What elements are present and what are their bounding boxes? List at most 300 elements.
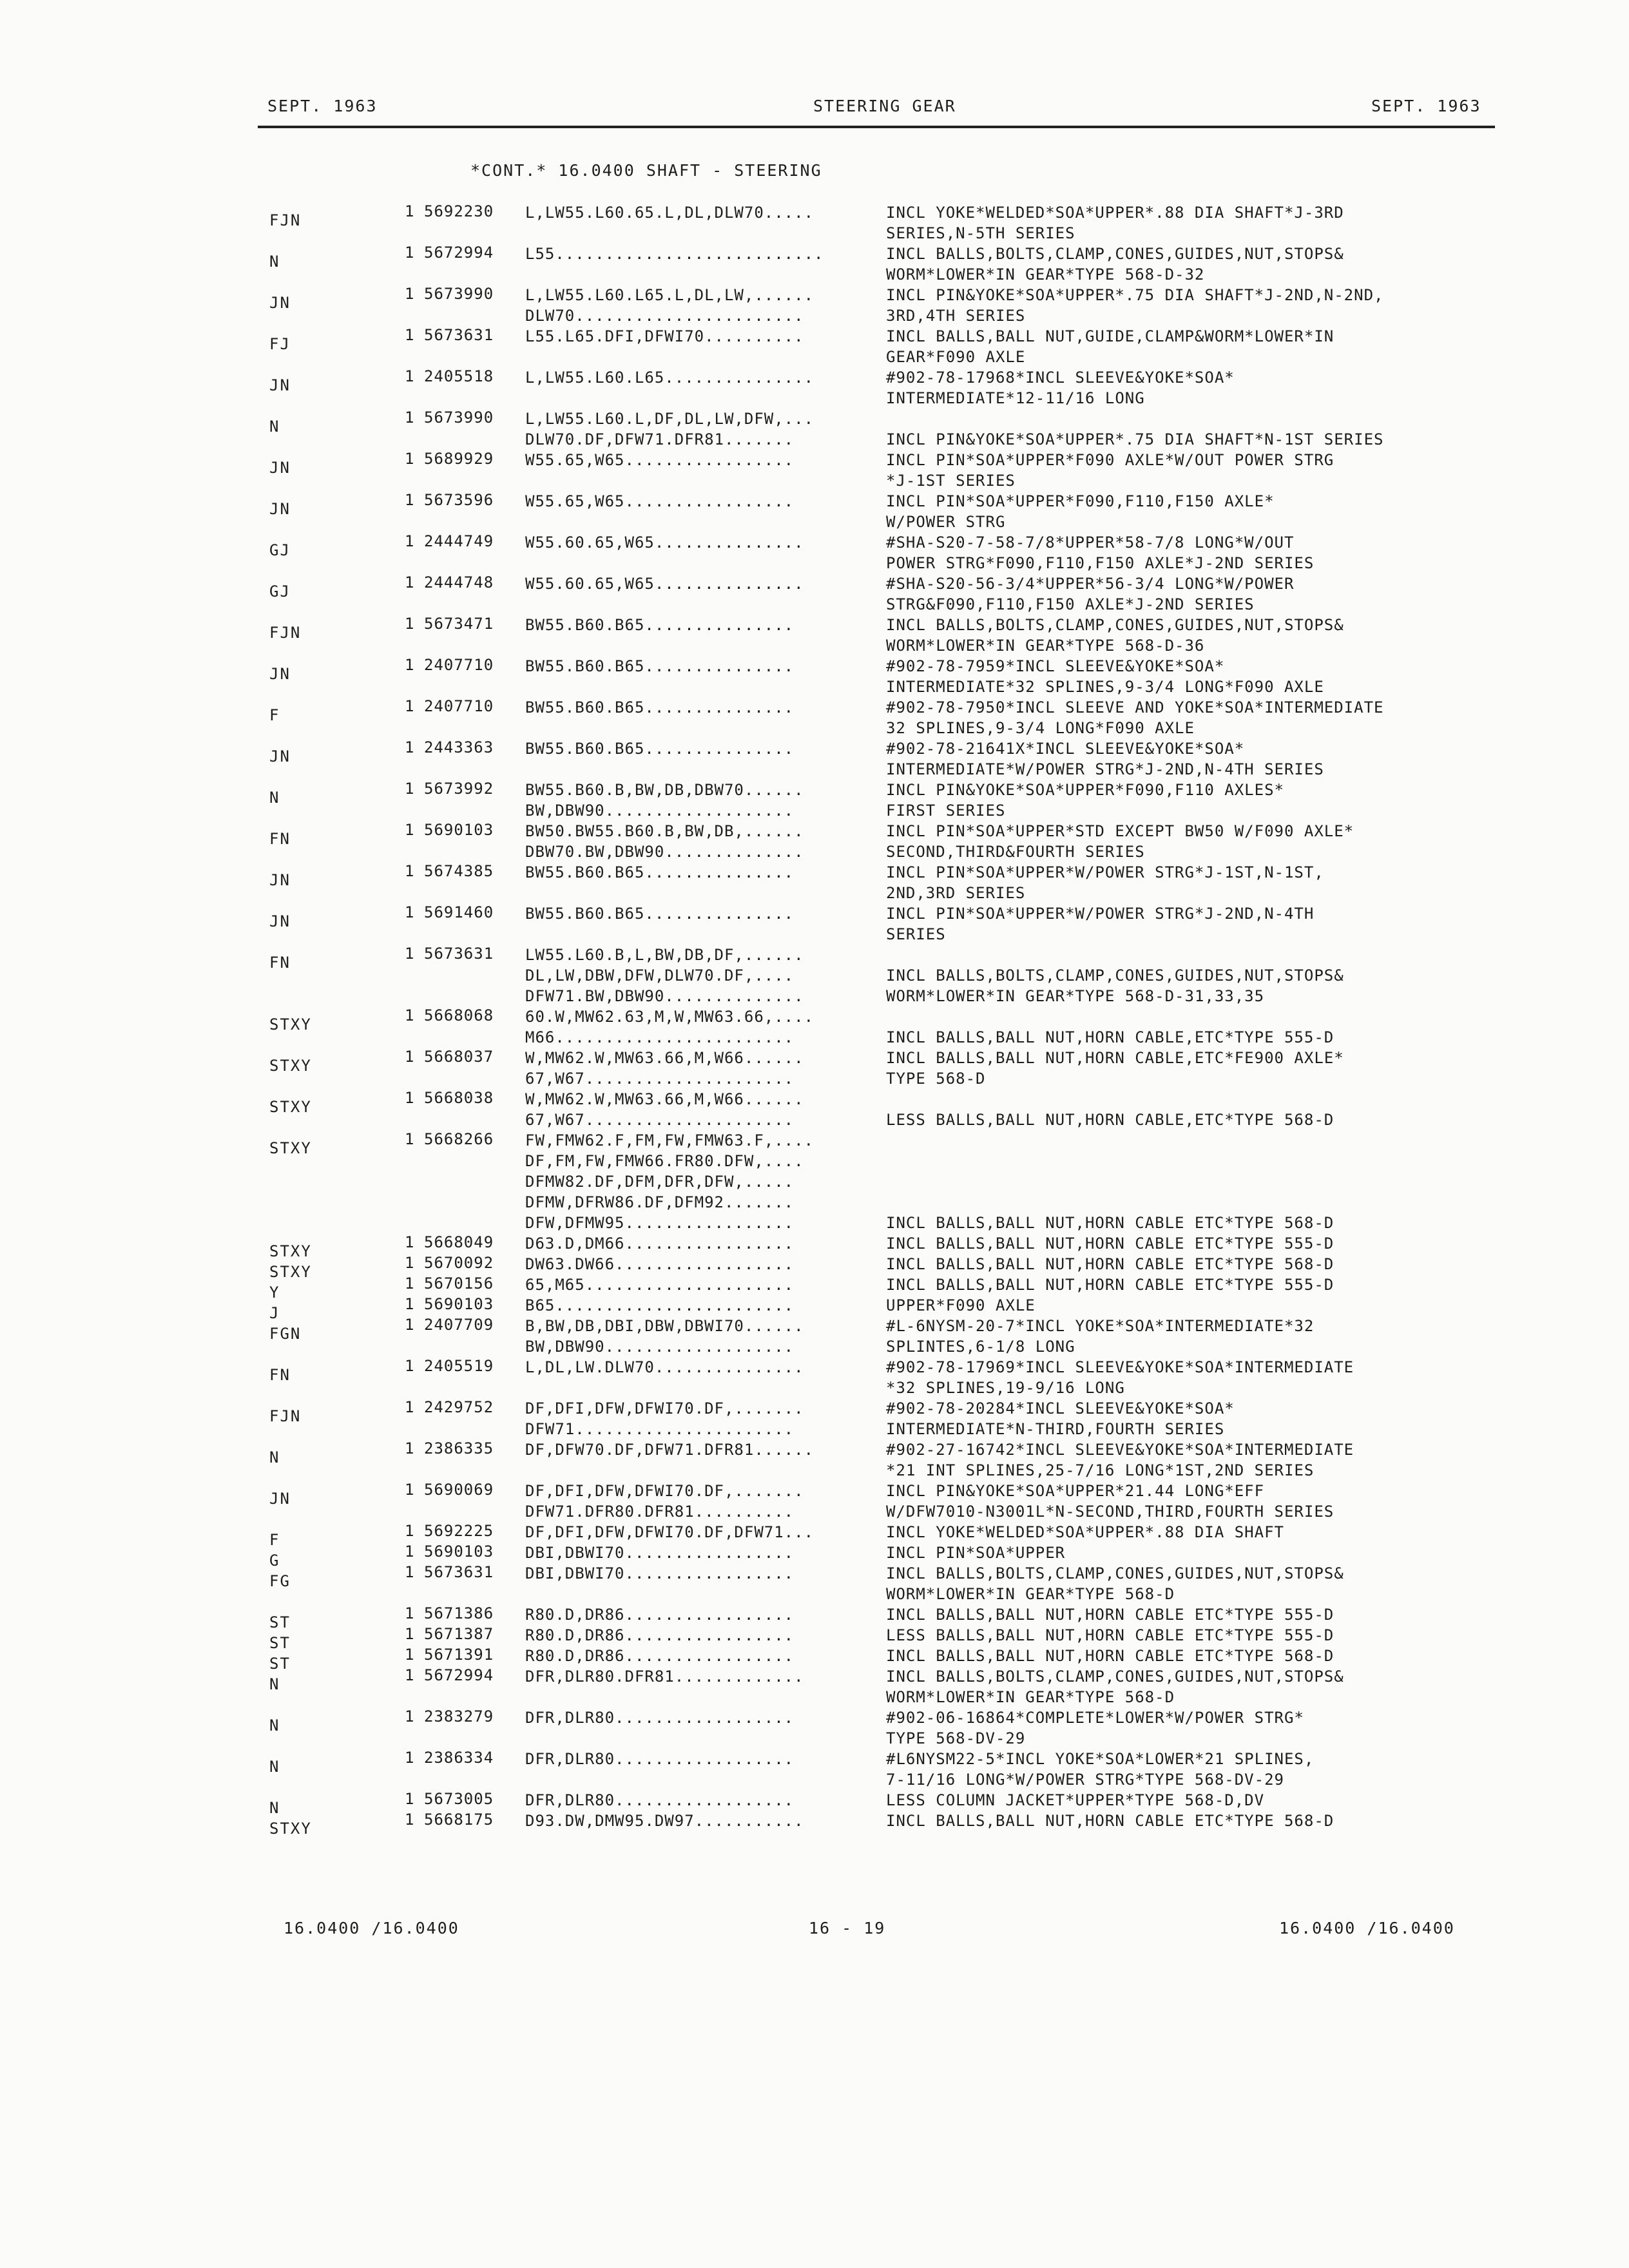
description-line: INCL BALLS,BALL NUT,HORN CABLE ETC*TYPE 555-D [886, 1276, 1335, 1294]
section-title: *CONT.* 16.0400 SHAFT - STEERING [470, 161, 822, 180]
description-line: INCL PIN&YOKE*SOA*UPPER*.75 DIA SHAFT*J-2ND,N-2ND, [886, 286, 1384, 304]
description-line: INCL BALLS,BOLTS,CLAMP,CONES,GUIDES,NUT,STOPS& [886, 966, 1344, 985]
part-number: 5672994 [424, 244, 494, 262]
description-line: WORM*LOWER*IN GEAR*TYPE 568-D-36 [886, 637, 1205, 655]
model-code: N [269, 789, 280, 807]
description-line: TYPE 568-D [886, 1070, 986, 1088]
description-line: SERIES [886, 925, 946, 943]
description-line: INCL BALLS,BALL NUT,HORN CABLE,ETC*TYPE 555-D [886, 1028, 1335, 1046]
model-line: DF,DFW70.DF,DFW71.DFR81...... [525, 1441, 815, 1459]
parts-row [0, 894, 1629, 943]
description-line: #902-78-21641X*INCL SLEEVE&YOKE*SOA* [886, 740, 1245, 758]
model-line: W55.65,W65................. [525, 451, 795, 469]
description-line [886, 1151, 1505, 1171]
description-line [886, 408, 1505, 429]
model-code: FJN [269, 1407, 302, 1425]
parts-row [0, 399, 1629, 448]
model-code: N [269, 1675, 280, 1693]
model-code: FJN [269, 211, 302, 229]
description-line: #902-27-16742*INCL SLEEVE&YOKE*SOA*INTERMEDIATE [886, 1441, 1354, 1459]
description-line [886, 1089, 1505, 1110]
quantity: 1 [405, 821, 415, 839]
model-line: L,LW55.L60.L65............... [525, 369, 815, 387]
description-line: #SHA-S20-56-3/4*UPPER*56-3/4 LONG*W/POWER [886, 575, 1295, 593]
model-code: ST [269, 1613, 291, 1631]
quantity: 1 [405, 1481, 415, 1499]
description-line: INCL BALLS,BALL NUT,HORN CABLE ETC*TYPE 555-D [886, 1606, 1335, 1624]
part-number: 5689929 [424, 450, 494, 468]
description-line: LESS BALLS,BALL NUT,HORN CABLE,ETC*TYPE 568-D [886, 1111, 1335, 1129]
part-number: 5671387 [424, 1625, 494, 1643]
model-code: JN [269, 747, 291, 765]
description-line: INTERMEDIATE*W/POWER STRG*J-2ND,N-4TH SERIES [886, 760, 1324, 778]
description-line: INCL BALLS,BALL NUT,HORN CABLE ETC*TYPE 568-D [886, 1647, 1335, 1665]
model-line: W,MW62.W,MW63.66,M,W66...... [525, 1090, 804, 1108]
part-number: 2386334 [424, 1749, 494, 1767]
model-code: FJN [269, 624, 302, 642]
quantity: 1 [405, 450, 415, 468]
description-line [886, 1130, 1505, 1151]
model-code: FGN [269, 1325, 302, 1343]
model-code: FG [269, 1572, 291, 1590]
description-line: *J-1ST SERIES [886, 472, 1016, 490]
model-line: BW55.B60.B65............... [525, 616, 795, 634]
model-line: DF,DFI,DFW,DFWI70.DF,....... [525, 1482, 804, 1500]
quantity: 1 [405, 408, 415, 427]
header-rule [258, 126, 1495, 128]
model-code: JN [269, 665, 291, 683]
quantity: 1 [405, 1274, 415, 1293]
parts-row [0, 1740, 1629, 1789]
model-line: D63.D,DM66................. [525, 1235, 795, 1253]
model-code: N [269, 253, 280, 271]
description-line: INTERMEDIATE*32 SPLINES,9-3/4 LONG*F090 AXLE [886, 678, 1324, 696]
model-line: BW55.B60.B65............... [525, 740, 795, 758]
description-line [886, 945, 1505, 965]
description-line: #902-78-17968*INCL SLEEVE&YOKE*SOA* [886, 369, 1235, 387]
model-line: DL,LW,DBW,DFW,DLW70.DF,.... [525, 966, 795, 985]
model-list [525, 1563, 873, 1584]
description-line: INCL BALLS,BOLTS,CLAMP,CONES,GUIDES,NUT,STOPS& [886, 1667, 1344, 1686]
parts-row [0, 1430, 1629, 1479]
quantity: 1 [405, 202, 415, 220]
part-number: 2443363 [424, 738, 494, 756]
description-line: 7-11/16 LONG*W/POWER STRG*TYPE 568-DV-29 [886, 1771, 1284, 1789]
footer-left: 16.0400 /16.0400 [284, 1919, 459, 1937]
quantity: 1 [405, 862, 415, 880]
model-line: W55.65,W65................. [525, 492, 795, 510]
description-line: INCL BALLS,BALL NUT,HORN CABLE ETC*TYPE 555-D [886, 1235, 1335, 1253]
parts-row [0, 1039, 1629, 1088]
description-line: SERIES,N-5TH SERIES [886, 224, 1075, 242]
part-number: 5670156 [424, 1274, 494, 1293]
model-list [525, 656, 873, 677]
quantity: 1 [405, 1048, 415, 1066]
description-line [886, 1006, 1505, 1027]
part-number: 5668266 [424, 1130, 494, 1148]
parts-row [0, 1595, 1629, 1631]
model-line: DF,DFI,DFW,DFWI70.DF,DFW71... [525, 1523, 815, 1541]
description-line: INCL BALLS,BALL NUT,HORN CABLE ETC*TYPE 568-D [886, 1214, 1335, 1232]
description-line: UPPER*F090 AXLE [886, 1296, 1036, 1314]
model-line: 67,W67..................... [525, 1111, 795, 1129]
model-line: DBI,DBWI70................. [525, 1564, 795, 1582]
description-line: SPLINTES,6-1/8 LONG [886, 1338, 1075, 1356]
model-code: JN [269, 500, 291, 518]
parts-list [0, 193, 1629, 1838]
description-line: 2ND,3RD SERIES [886, 884, 1026, 902]
model-line: DF,FM,FW,FMW66.FR80.DFW,.... [525, 1152, 804, 1170]
quantity: 1 [405, 1439, 415, 1457]
model-line: BW55.B60.B65............... [525, 657, 795, 675]
description [886, 1811, 1505, 1831]
description-line: *21 INT SPLINES,25-7/16 LONG*1ST,2ND SERIES [886, 1461, 1315, 1479]
parts-row [0, 853, 1629, 902]
part-number: 5668037 [424, 1048, 494, 1066]
model-line: BW,DBW90................... [525, 802, 795, 820]
model-line: DLW70.DF,DFW71.DFR81....... [525, 430, 795, 448]
quantity: 1 [405, 945, 415, 963]
model-code: STXY [269, 1263, 312, 1281]
description-line: 3RD,4TH SERIES [886, 307, 1026, 325]
parts-row [0, 688, 1629, 737]
parts-row [0, 1533, 1629, 1570]
model-list [525, 1130, 873, 1233]
quantity: 1 [405, 367, 415, 385]
model-list [525, 491, 873, 512]
model-line: BW55.B60.B,BW,DB,DBW70...... [525, 781, 804, 799]
model-code: STXY [269, 1057, 312, 1075]
description-line: INCL BALLS,BOLTS,CLAMP,CONES,GUIDES,NUT,STOPS& [886, 245, 1344, 263]
parts-row [0, 1121, 1629, 1232]
model-line: R80.D,DR86................. [525, 1606, 795, 1624]
part-number: 5692225 [424, 1522, 494, 1540]
parts-row [0, 997, 1629, 1046]
footer-right: 16.0400 /16.0400 [1279, 1919, 1455, 1937]
parts-row [0, 1307, 1629, 1356]
description-line: INCL BALLS,BOLTS,CLAMP,CONES,GUIDES,NUT,STOPS& [886, 616, 1344, 634]
part-number: 5673990 [424, 408, 494, 427]
parts-row [0, 1348, 1629, 1397]
model-line: R80.D,DR86................. [525, 1647, 795, 1665]
part-number: 5673631 [424, 1563, 494, 1581]
parts-row [0, 523, 1629, 572]
model-code: FN [269, 954, 291, 972]
model-list [525, 450, 873, 470]
model-line: R80.D,DR86................. [525, 1626, 795, 1644]
quantity: 1 [405, 1604, 415, 1622]
model-line: DBW70.BW,DBW90.............. [525, 843, 804, 861]
model-line: L55.L65.DFI,DFWI70.......... [525, 327, 804, 345]
model-code: STXY [269, 1015, 312, 1033]
quantity: 1 [405, 1707, 415, 1725]
model-code: STXY [269, 1242, 312, 1260]
model-line: L55........................... [525, 245, 824, 263]
part-number: 5673471 [424, 615, 494, 633]
model-line: DFW71.BW,DBW90.............. [525, 987, 804, 1005]
parts-row [0, 936, 1629, 1005]
description-line: GEAR*F090 AXLE [886, 348, 1026, 366]
model-code: JN [269, 294, 291, 312]
footer-page-number: 16 - 19 [809, 1919, 886, 1937]
description-line: #SHA-S20-7-58-7/8*UPPER*58-7/8 LONG*W/OUT [886, 533, 1295, 552]
part-number: 5668049 [424, 1233, 494, 1251]
parts-row [0, 193, 1629, 242]
description-line: #902-78-7950*INCL SLEEVE AND YOKE*SOA*INTERMEDIATE [886, 698, 1384, 716]
model-code: STXY [269, 1139, 312, 1157]
model-line: DFW,DFMW95................. [525, 1214, 795, 1232]
part-number: 5674385 [424, 862, 494, 880]
parts-row [0, 1698, 1629, 1747]
parts-row [0, 647, 1629, 696]
parts-row [0, 564, 1629, 613]
parts-row [0, 1472, 1629, 1521]
quantity: 1 [405, 1130, 415, 1148]
description-line: WORM*LOWER*IN GEAR*TYPE 568-D [886, 1688, 1175, 1706]
part-number: 5690103 [424, 1295, 494, 1313]
model-code: ST [269, 1655, 291, 1673]
header-left: SEPT. 1963 [267, 97, 378, 115]
parts-row [0, 729, 1629, 778]
part-number: 5668175 [424, 1811, 494, 1829]
quantity: 1 [405, 326, 415, 344]
model-line: W55.60.65,W65............... [525, 533, 804, 552]
model-line: DFR,DLR80.DFR81............. [525, 1667, 804, 1686]
parts-row [0, 276, 1629, 325]
quantity: 1 [405, 1646, 415, 1664]
model-list [525, 862, 873, 883]
model-list [525, 202, 873, 223]
parts-row [0, 1637, 1629, 1673]
parts-row [0, 771, 1629, 820]
model-line: DFW71.DFR80.DFR81.......... [525, 1503, 795, 1521]
part-number: 5668038 [424, 1089, 494, 1107]
quantity: 1 [405, 780, 415, 798]
model-line: BW55.B60.B65............... [525, 698, 795, 716]
quantity: 1 [405, 1006, 415, 1024]
description-line: #902-78-7959*INCL SLEEVE&YOKE*SOA* [886, 657, 1225, 675]
description-line: LESS COLUMN JACKET*UPPER*TYPE 568-D,DV [886, 1791, 1265, 1809]
parts-row [0, 606, 1629, 655]
quantity: 1 [405, 1542, 415, 1561]
model-list [525, 367, 873, 388]
model-line: DW63.DW66.................. [525, 1255, 795, 1273]
model-code: N [269, 1448, 280, 1466]
part-number: 5691460 [424, 903, 494, 921]
description-line: #902-06-16864*COMPLETE*LOWER*W/POWER STRG* [886, 1709, 1304, 1727]
quantity: 1 [405, 285, 415, 303]
quantity: 1 [405, 1316, 415, 1334]
model-list [525, 1811, 873, 1831]
part-number: 5671386 [424, 1604, 494, 1622]
part-number: 2407709 [424, 1316, 494, 1334]
part-number: 5670092 [424, 1254, 494, 1272]
model-list [525, 738, 873, 759]
parts-row [0, 317, 1629, 366]
description-line: #902-78-20284*INCL SLEEVE&YOKE*SOA* [886, 1399, 1235, 1418]
quantity: 1 [405, 615, 415, 633]
parts-row [0, 1265, 1629, 1302]
description-line: INCL PIN&YOKE*SOA*UPPER*F090,F110 AXLES* [886, 781, 1284, 799]
description-line: *32 SPLINES,19-9/16 LONG [886, 1379, 1125, 1397]
model-list [525, 697, 873, 718]
model-line: DFR,DLR80.................. [525, 1750, 795, 1768]
part-number: 2444748 [424, 573, 494, 591]
model-line: W55.60.65,W65............... [525, 575, 804, 593]
model-code: J [269, 1304, 280, 1322]
model-line: DFMW82.DF,DFM,DFR,DFW,..... [525, 1173, 795, 1191]
description-line: POWER STRG*F090,F110,F150 AXLE*J-2ND SERIES [886, 554, 1315, 572]
parts-row [0, 1224, 1629, 1260]
model-line: LW55.L60.B,L,BW,DB,DF,...... [525, 946, 804, 964]
model-code: N [269, 418, 280, 436]
model-line: FW,FMW62.F,FM,FW,FMW63.F,.... [525, 1131, 815, 1149]
model-code: G [269, 1552, 280, 1570]
header-right: SEPT. 1963 [1371, 97, 1481, 115]
parts-row [0, 482, 1629, 531]
model-line: DBI,DBWI70................. [525, 1544, 795, 1562]
description-line: INCL BALLS,BALL NUT,HORN CABLE ETC*TYPE 568-D [886, 1812, 1335, 1830]
description-line: INCL PIN*SOA*UPPER*W/POWER STRG*J-2ND,N-4TH [886, 905, 1315, 923]
model-code: FJ [269, 335, 291, 353]
parts-row [0, 1245, 1629, 1281]
model-line: 67,W67..................... [525, 1070, 795, 1088]
description-line: #902-78-17969*INCL SLEEVE&YOKE*SOA*INTERMEDIATE [886, 1358, 1354, 1376]
quantity: 1 [405, 1749, 415, 1767]
description-line: STRG&F090,F110,F150 AXLE*J-2ND SERIES [886, 595, 1255, 613]
model-code: JN [269, 912, 291, 930]
model-line: DFR,DLR80.................. [525, 1709, 795, 1727]
part-number: 5690103 [424, 821, 494, 839]
header-center: STEERING GEAR [813, 97, 956, 115]
model-list [525, 326, 873, 347]
quantity: 1 [405, 1295, 415, 1313]
description-line: INCL PIN*SOA*UPPER*F090,F110,F150 AXLE* [886, 492, 1275, 510]
model-line: DFW71...................... [525, 1420, 795, 1438]
description-line: INCL PIN&YOKE*SOA*UPPER*.75 DIA SHAFT*N-1ST SERIES [886, 430, 1384, 448]
description-line: INCL PIN*SOA*UPPER*F090 AXLE*W/OUT POWER STRG [886, 451, 1335, 469]
parts-row [0, 235, 1629, 284]
model-line: 60.W,MW62.63,M,W,MW63.66,.... [525, 1008, 815, 1026]
model-line: L,LW55.L60.L65.L,DL,LW,...... [525, 286, 815, 304]
description-line: INCL YOKE*WELDED*SOA*UPPER*.88 DIA SHAFT [886, 1523, 1284, 1541]
quantity: 1 [405, 491, 415, 509]
quantity: 1 [405, 1233, 415, 1251]
model-code: JN [269, 871, 291, 889]
part-number: 2383279 [424, 1707, 494, 1725]
parts-row [0, 1513, 1629, 1549]
description-line: INCL BALLS,BOLTS,CLAMP,CONES,GUIDES,NUT,STOPS& [886, 1564, 1344, 1582]
model-code: STXY [269, 1098, 312, 1116]
parts-row [0, 1389, 1629, 1438]
part-number: 5692230 [424, 202, 494, 220]
description-line: INCL BALLS,BALL NUT,HORN CABLE ETC*TYPE 568-D [886, 1255, 1335, 1273]
description-line: WORM*LOWER*IN GEAR*TYPE 568-D-32 [886, 265, 1205, 284]
model-code: F [269, 1531, 280, 1549]
part-number: 2407710 [424, 697, 494, 715]
description-line: INTERMEDIATE*N-THIRD,FOURTH SERIES [886, 1420, 1225, 1438]
quantity: 1 [405, 656, 415, 674]
part-number: 5690103 [424, 1542, 494, 1561]
quantity: 1 [405, 1625, 415, 1643]
model-code: F [269, 706, 280, 724]
part-number: 5673990 [424, 285, 494, 303]
description-line: INCL PIN*SOA*UPPER*W/POWER STRG*J-1ST,N-1ST, [886, 863, 1324, 881]
model-line: BW,DBW90................... [525, 1338, 795, 1356]
quantity: 1 [405, 1398, 415, 1416]
model-code: Y [269, 1283, 280, 1302]
quantity: 1 [405, 532, 415, 550]
model-list [525, 1666, 873, 1687]
model-line: L,LW55.L60.L,DF,DL,LW,DFW,... [525, 410, 815, 428]
model-line: DFMW,DFRW86.DF,DFM92....... [525, 1193, 795, 1211]
parts-row [0, 812, 1629, 861]
description-line: FIRST SERIES [886, 802, 1006, 820]
quantity: 1 [405, 1254, 415, 1272]
model-code: JN [269, 459, 291, 477]
model-line: DF,DFI,DFW,DFWI70.DF,....... [525, 1399, 804, 1418]
model-code: N [269, 1799, 280, 1817]
model-line: DLW70....................... [525, 307, 804, 325]
quantity: 1 [405, 1089, 415, 1107]
quantity: 1 [405, 1811, 415, 1829]
model-code: GJ [269, 582, 291, 601]
description-line: INCL PIN*SOA*UPPER*STD EXCEPT BW50 W/F090 AXLE* [886, 822, 1354, 840]
parts-row [0, 1781, 1629, 1817]
description-line: #L6NYSM22-5*INCL YOKE*SOA*LOWER*21 SPLINES, [886, 1750, 1315, 1768]
quantity: 1 [405, 244, 415, 262]
model-code: JN [269, 1490, 291, 1508]
description-line [886, 1192, 1505, 1213]
part-number: 5673631 [424, 326, 494, 344]
model-code: N [269, 1716, 280, 1735]
model-code: N [269, 1758, 280, 1776]
model-line: B65........................ [525, 1296, 795, 1314]
quantity: 1 [405, 903, 415, 921]
description-line: INCL PIN&YOKE*SOA*UPPER*21.44 LONG*EFF [886, 1482, 1265, 1500]
description-line: TYPE 568-DV-29 [886, 1729, 1026, 1747]
part-number: 5673596 [424, 491, 494, 509]
part-number: 2405519 [424, 1357, 494, 1375]
model-line: BW50.BW55.B60.B,BW,DB,...... [525, 822, 804, 840]
part-number: 5673005 [424, 1790, 494, 1808]
description-line: INCL YOKE*WELDED*SOA*UPPER*.88 DIA SHAFT*J-3RD [886, 204, 1344, 222]
model-code: JN [269, 376, 291, 394]
model-line: L,LW55.L60.65.L,DL,DLW70..... [525, 204, 815, 222]
quantity: 1 [405, 1790, 415, 1808]
model-list [525, 615, 873, 635]
parts-row [0, 358, 1629, 407]
description-line [886, 1171, 1505, 1192]
model-line: DFR,DLR80.................. [525, 1791, 795, 1809]
parts-row [0, 1616, 1629, 1652]
model-code: ST [269, 1634, 291, 1652]
model-code: STXY [269, 1820, 312, 1838]
part-number: 2407710 [424, 656, 494, 674]
model-list [525, 532, 873, 553]
description-line: INTERMEDIATE*12-11/16 LONG [886, 389, 1145, 407]
part-number: 5668068 [424, 1006, 494, 1024]
part-number: 2444749 [424, 532, 494, 550]
description-line: SECOND,THIRD&FOURTH SERIES [886, 843, 1145, 861]
model-line: B,BW,DB,DBI,DBW,DBWI70...... [525, 1317, 804, 1335]
description-line: INCL BALLS,BALL NUT,HORN CABLE,ETC*FE900 AXLE* [886, 1049, 1344, 1067]
quantity: 1 [405, 1522, 415, 1540]
quantity: 1 [405, 738, 415, 756]
model-line: L,DL,LW.DLW70............... [525, 1358, 804, 1376]
parts-row [0, 1080, 1629, 1129]
part-number: 5672994 [424, 1666, 494, 1684]
